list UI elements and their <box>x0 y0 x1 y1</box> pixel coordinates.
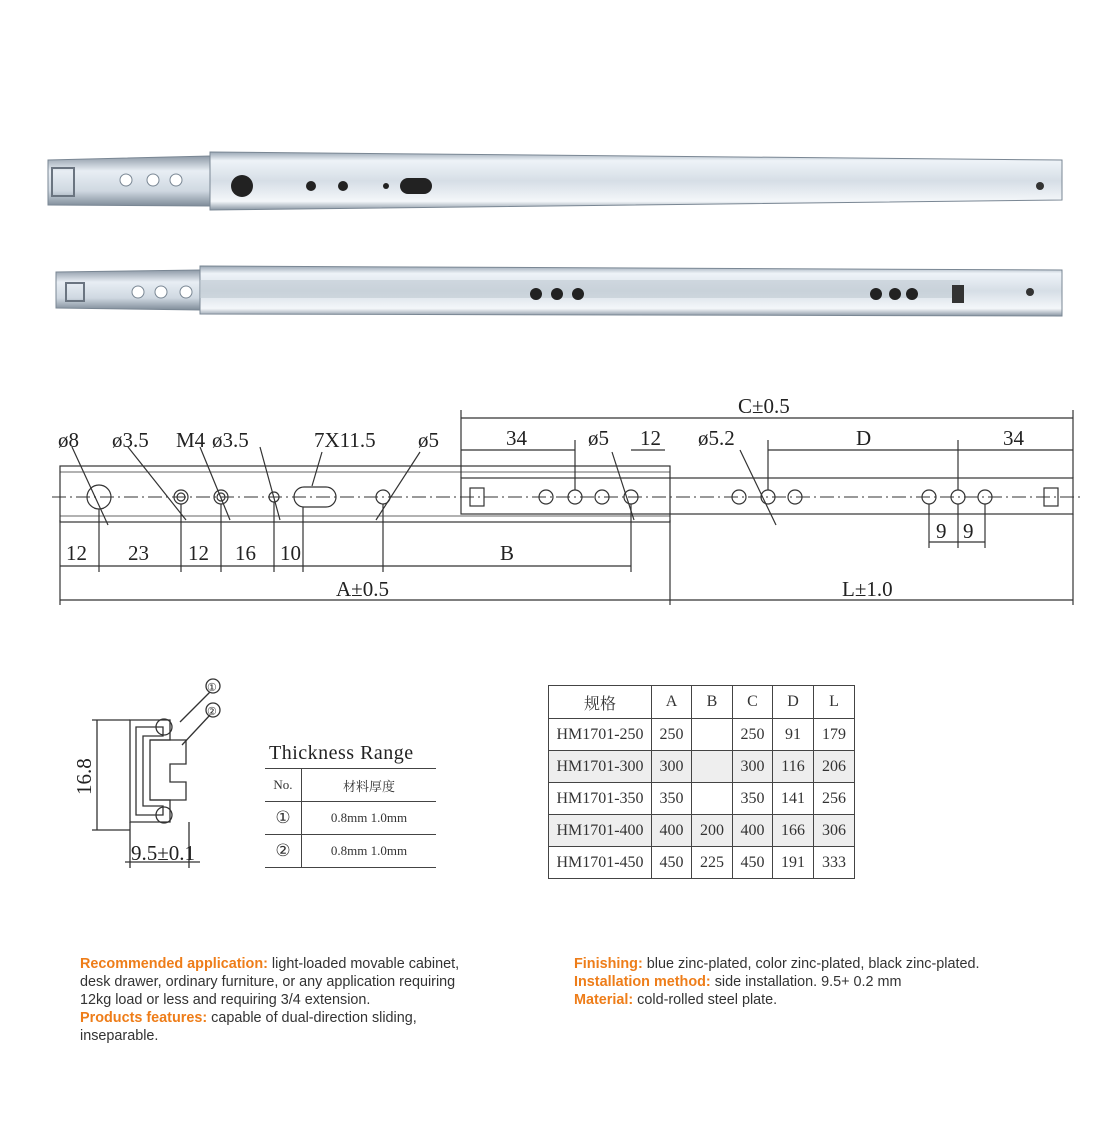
dim-9-a: 9 <box>936 519 947 543</box>
spec-header-b: B <box>692 686 733 719</box>
dim-9-b: 9 <box>963 519 974 543</box>
dim-dia-8: ø8 <box>58 428 79 452</box>
thickness-row <box>265 802 436 835</box>
spec-cell: 300 <box>733 751 773 783</box>
installation-text: side installation. 9.5+ 0.2 mm <box>710 974 902 990</box>
profile-width: 9.5±0.1 <box>131 841 196 865</box>
spec-cell: 350 <box>733 783 773 815</box>
dim-m4: M4 <box>176 428 206 452</box>
thickness-row-value: 0.8mm 1.0mm <box>302 802 437 835</box>
recommended-line-1 <box>80 955 520 973</box>
spec-cell: HM1701-450 <box>549 847 652 879</box>
thickness-row-no: ② <box>265 835 302 868</box>
profile-height: 16.8 <box>72 758 96 795</box>
spec-row <box>549 847 855 879</box>
spec-header-row <box>549 686 855 719</box>
spec-cell: HM1701-400 <box>549 815 652 847</box>
profile-callout-2: ② <box>207 706 217 718</box>
spec-cell <box>692 719 733 751</box>
thickness-table <box>265 768 436 868</box>
bottom-rail-image <box>56 266 1062 316</box>
spec-cell: 256 <box>814 783 855 815</box>
thickness-row <box>265 835 436 868</box>
spec-cell: 350 <box>652 783 692 815</box>
spec-cell: 450 <box>733 847 773 879</box>
thickness-header-no: No. <box>265 769 302 802</box>
dim-a: A±0.5 <box>336 577 389 601</box>
spec-cell <box>692 783 733 815</box>
dim-slot: 7X11.5 <box>314 428 376 452</box>
spec-cell: 191 <box>773 847 814 879</box>
spec-cell: 400 <box>733 815 773 847</box>
thickness-row-no: ① <box>265 802 302 835</box>
spec-cell: 166 <box>773 815 814 847</box>
spec-cell: 250 <box>652 719 692 751</box>
recommended-text-3: 12kg load or less and requiring 3/4 extension. <box>80 992 371 1008</box>
features-label: Products features: <box>80 1010 208 1026</box>
info-left <box>80 955 520 1045</box>
features-text-2: inseparable. <box>80 1028 159 1044</box>
spec-cell: 400 <box>652 815 692 847</box>
spec-cell: 116 <box>773 751 814 783</box>
spec-header-c: C <box>733 686 773 719</box>
spec-header-model: 规格 <box>549 686 652 719</box>
dim-10: 10 <box>280 541 301 565</box>
dim-dia-5: ø5 <box>418 428 439 452</box>
spec-row <box>549 751 855 783</box>
recommended-text-2: desk drawer, ordinary furniture, or any application requiring <box>80 974 456 990</box>
spec-table <box>548 685 855 879</box>
dim-b: B <box>500 541 515 565</box>
profile-callout-1: ① <box>207 682 217 694</box>
spec-cell: 250 <box>733 719 773 751</box>
dim-d: D <box>856 426 872 450</box>
material-text: cold-rolled steel plate. <box>633 992 778 1008</box>
recommended-label: Recommended application: <box>80 956 268 972</box>
dim-12-top: 12 <box>640 426 661 450</box>
spec-row <box>549 719 855 751</box>
dim-12-a: 12 <box>66 541 87 565</box>
spec-cell: 333 <box>814 847 855 879</box>
dim-12-b: 12 <box>188 541 209 565</box>
dim-23: 23 <box>128 541 149 565</box>
spec-cell: 206 <box>814 751 855 783</box>
profile-cross-section <box>60 670 240 870</box>
spec-cell <box>692 751 733 783</box>
spec-cell: 200 <box>692 815 733 847</box>
thickness-row-value: 0.8mm 1.0mm <box>302 835 437 868</box>
thickness-header-material: 材料厚度 <box>302 769 437 802</box>
finishing-text: blue zinc-plated, color zinc-plated, black zinc-plated. <box>642 956 980 972</box>
installation-label: Installation method: <box>574 974 711 990</box>
spec-header-d: D <box>773 686 814 719</box>
spec-cell: 450 <box>652 847 692 879</box>
dim-34-right: 34 <box>1003 426 1024 450</box>
spec-cell: HM1701-350 <box>549 783 652 815</box>
thickness-title: Thickness Range <box>269 742 414 764</box>
spec-cell: 141 <box>773 783 814 815</box>
technical-drawing <box>0 390 1111 615</box>
thickness-header-row <box>265 769 436 802</box>
dim-dia-3-5-b: ø3.5 <box>212 428 249 452</box>
features-text-1: capable of dual-direction sliding, <box>207 1010 417 1026</box>
spec-header-l: L <box>814 686 855 719</box>
dim-34-left: 34 <box>506 426 527 450</box>
dim-dia-5-b: ø5 <box>588 426 609 450</box>
spec-cell: 300 <box>652 751 692 783</box>
spec-cell: HM1701-250 <box>549 719 652 751</box>
spec-row <box>549 783 855 815</box>
top-rail-image <box>48 152 1062 210</box>
spec-cell: HM1701-300 <box>549 751 652 783</box>
dim-l: L±1.0 <box>842 577 893 601</box>
spec-header-a: A <box>652 686 692 719</box>
spec-cell: 306 <box>814 815 855 847</box>
dim-dia-5-2: ø5.2 <box>698 426 735 450</box>
material-line <box>574 991 1054 1009</box>
spec-row <box>549 815 855 847</box>
finishing-line <box>574 955 1054 973</box>
dim-16: 16 <box>235 541 256 565</box>
features-line-1 <box>80 1009 520 1027</box>
finishing-label: Finishing: <box>574 956 643 972</box>
info-right <box>574 955 1054 1009</box>
installation-line <box>574 973 1054 991</box>
material-label: Material: <box>574 992 634 1008</box>
spec-cell: 179 <box>814 719 855 751</box>
spec-cell: 91 <box>773 719 814 751</box>
spec-cell: 225 <box>692 847 733 879</box>
dim-dia-3-5-a: ø3.5 <box>112 428 149 452</box>
recommended-text-1: light-loaded movable cabinet, <box>267 956 460 972</box>
slide-rail-photo <box>0 0 1111 330</box>
dim-c: C±0.5 <box>738 394 790 418</box>
